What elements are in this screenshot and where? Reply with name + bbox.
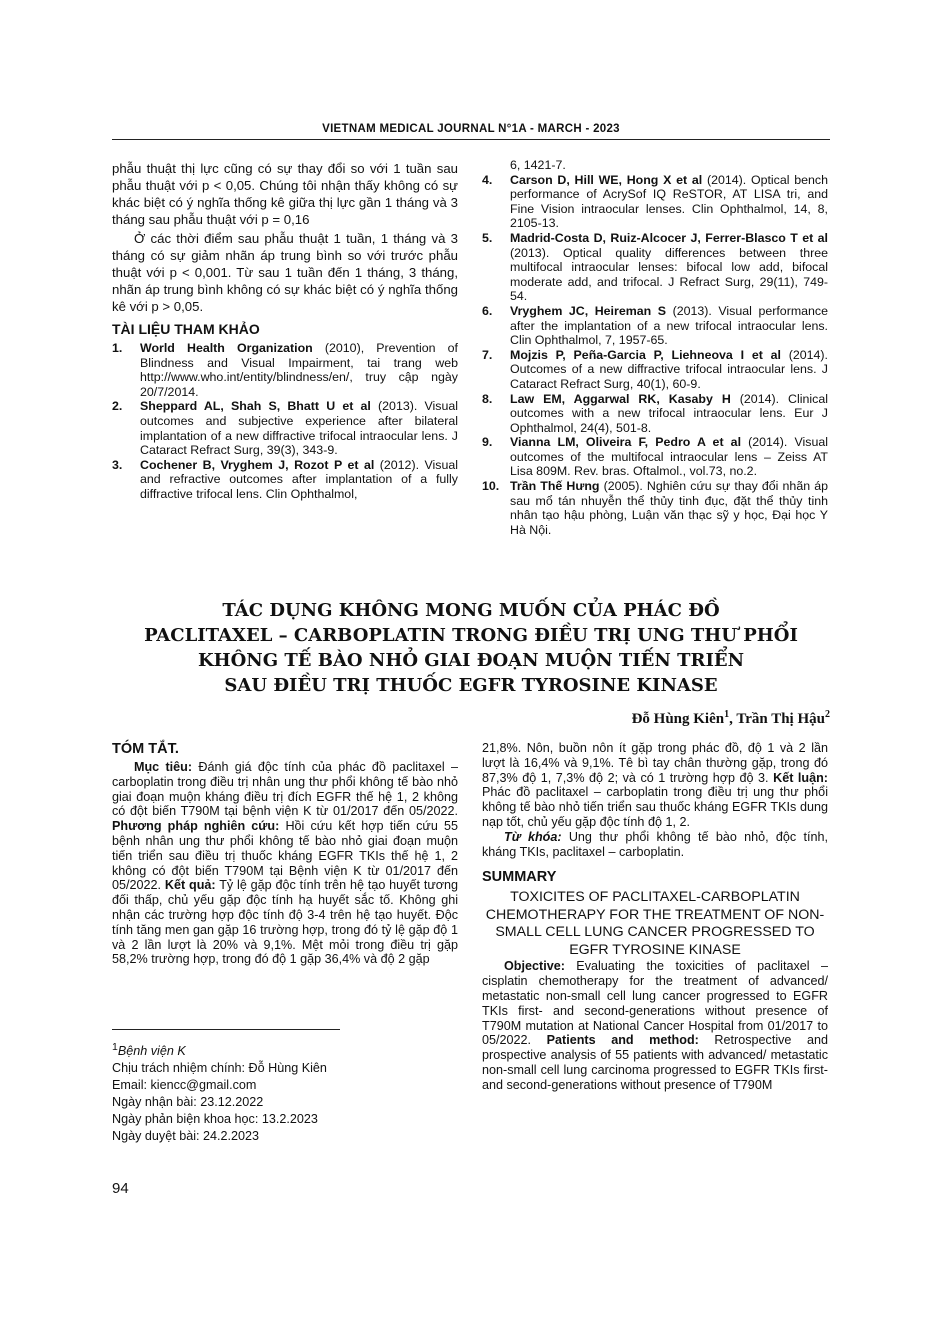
- reference-continuation: 6, 1421-7.: [510, 158, 566, 172]
- method-label: Phương pháp nghiên cứu:: [112, 819, 280, 834]
- title-line: KHÔNG TẾ BÀO NHỎ GIAI ĐOẠN MUỘN TIẾN TRIỂN: [197, 650, 745, 671]
- affiliation: $^1$Bệnh viện K: [112, 1041, 186, 1059]
- reference-details: (2013). Optical quality differences between three multifocal intraocular lenses: bifocal low add, bifocal moderate add, and trifocal. J Refract Surg, 29(11), 749-54.: [510, 245, 828, 304]
- corresponding-author: Chịu trách nhiệm chính: Đỗ Hùng Kiên: [112, 1061, 327, 1076]
- reference-item: [112, 458, 458, 502]
- summary-body: Objective: Evaluating the toxicities of paclitaxel – cisplatin chemotherapy for the treatment of advanced/ metastatic non-small cell lung cancer progressed to EGFR TKIs first- and second-generations without presence of T790M mutation at National Cancer Hospital from 01/2017 to 05/2022. Patients and method: Retrospective and prospective analysis of 55 patients with advanced/ metastatic non-small cell lung carcinoma progressed to EGFR TKIs first- and second-generations without presence of T790M: [482, 959, 829, 1092]
- reference-number: 8.: [482, 391, 493, 406]
- reference-authors: World Health Organization: [140, 341, 313, 355]
- reference-number: 9.: [482, 435, 493, 450]
- reference-authors: Vryghem JC, Heireman S: [510, 303, 667, 318]
- reference-number: 4.: [482, 172, 493, 187]
- article-title: [112, 598, 830, 698]
- left-column-top: [112, 160, 458, 502]
- received-date: Ngày nhận bài: 23.12.2022: [112, 1095, 264, 1110]
- reference-item: [482, 392, 828, 436]
- reference-number: 10.: [482, 479, 500, 494]
- reference-authors: Cochener B, Vryghem J, Rozot P et al: [140, 457, 375, 472]
- references-heading: TÀI LIỆU THAM KHẢO: [112, 321, 260, 337]
- reference-details: (2014). Visual outcomes of the multifocal intraocular lens – Zeiss AT Lisa 809M. Rev. bras. Oftalmol., vol.73, no.2.: [510, 435, 828, 479]
- footnote-rule: [112, 1029, 340, 1030]
- footnotes: [112, 1039, 458, 1145]
- body-paragraph: Ở các thời điểm sau phẫu thuật 1 tuần, 1 tháng và 3 tháng có sự giảm nhãn áp trung bình so với trước phẫu thuật với p < 0,001. Từ sau 1 tuần đến 1 tháng, 3 tháng, nhãn áp trung bình không có sự khác biệt có ý nghĩa thống kê với p > 0,05.: [112, 231, 458, 314]
- author-affiliation-sup: 1: [724, 709, 730, 720]
- references-list-right: [482, 173, 828, 538]
- reference-number: 5.: [482, 230, 493, 245]
- reference-number: 6.: [482, 303, 493, 318]
- abstract-body-continued: 21,8%. Nôn, buồn nôn ít gặp trong phác đồ, độ 1 và 2 lần lượt là 16,4% và 9,1%. Tê bì tay chân thường gặp, trong đó 87,3% độ 1, 7,3% độ 2; và có 1 trường hợp độ 3. Kết luận: Phác đồ paclitaxel – carboplatin trong điều trị ung thư phổi không tế bào nhỏ tiến triển sau thuốc kháng EGFR TKIs dung nạp tốt, chủ yếu gặp độc tính độ 1, 2.: [482, 741, 828, 829]
- references-list-left: [112, 341, 458, 502]
- reference-authors: Carson D, Hill WE, Hong X et al: [510, 172, 703, 187]
- author-name: Trần Thị Hậu: [736, 711, 825, 727]
- reference-item: [482, 173, 828, 231]
- review-date: Ngày phản biện khoa học: 13.2.2023: [112, 1112, 318, 1127]
- reference-details: (2013). Visual outcomes and subjective experience after bilateral implantation of a new diffractive trifocal intraocular lens. J Cataract Refract Surg, 39(3), 343-9.: [140, 399, 458, 458]
- reference-item: [112, 341, 458, 399]
- running-header: VIETNAM MEDICAL JOURNAL N°1A - MARCH - 2023: [322, 123, 620, 135]
- header-rule: [112, 139, 830, 140]
- abstract-body: Mục tiêu: Đánh giá độc tính của phác đồ paclitaxel – carboplatin trong điều trị nhân ung thư phổi không tế bào nhỏ giai đoạn muộn kháng điều trị đích EGFR thế hệ 1, 2 không có đột biến T790M tại bệnh viện K từ 01/2017 đến 05/2022. Phương pháp nghiên cứu: Hồi cứu kết hợp tiến cứu 55 bệnh nhân ung thư phổi không tế bào nhỏ giai đoạn muộn tiến triển sau điều trị thuốc kháng EGFR TKIs thế hệ 1, 2 không có đột biến T790M tại Bệnh viện K từ 01/2017 đến 05/2022. Kết quả: Tỷ lệ gặp độc tính trên hệ tạo huyết tương đối thấp, chủ yếu gặp độc tính hạ huyết sắc tố. Không ghi nhận các trường hợp độc tính độ 3-4 trên hệ tạo huyết. Độc tính tăng men gan gặp 16 trường hợp, trong đó tỷ lệ gặp độ 1 và 2 lần lượt là 20% và 9,1%. Mệt mỏi trong điều trị gặp 58,2% trường hợp, trong đó độ 1 gặp 36,4% và độ 2 gặp: [112, 760, 459, 967]
- reference-details: (2013). Visual performance after the implantation of a new trifocal intraocular lens. Clin Ophthalmol, 7, 1957-65.: [510, 303, 829, 348]
- reference-details: (2005). Nghiên cứu sự thay đổi nhãn áp sau mổ tán nhuyễn thể thủy tinh đục, đặt thể thủy tinh nhân tạo hậu phòng, Luận văn thạc sỹ y học, Đại học Y Hà Nội.: [510, 479, 828, 537]
- reference-number: 1.: [112, 341, 123, 355]
- reference-authors: Trần Thế Hưng: [510, 479, 600, 494]
- keywords: Từ khóa: Ung thư phổi không tế bào nhỏ, độc tính, kháng TKIs, paclitaxel – carboplatin.: [482, 829, 828, 859]
- page-number: 94: [112, 1180, 129, 1197]
- reference-details: (2014). Clinical outcomes with a new trifocal intraocular lens. Eur J Ophthalmol, 24(4), 501-8.: [510, 391, 828, 435]
- summary-objective-label: Objective:: [504, 959, 565, 974]
- author-name: Đỗ Hùng Kiên: [631, 711, 725, 727]
- summary-heading: SUMMARY: [482, 869, 557, 886]
- conclusion-label: Kết luận:: [773, 770, 828, 785]
- objective-label: Mục tiêu:: [134, 760, 193, 774]
- right-column-top: [482, 158, 828, 537]
- abstract-heading: TÓM TẮT.: [112, 741, 179, 757]
- title-line: SAU ĐIỀU TRỊ THUỐC EGFR TYROSINE KINASE: [224, 675, 718, 696]
- reference-item: [482, 231, 828, 304]
- author-separator: ,: [729, 711, 737, 727]
- summary-title: TOXICITES OF PACLITAXEL-CARBOPLATIN CHEMOTHERAPY FOR THE TREATMENT OF NON-SMALL CELL LUNG CANCER PROGRESSED TO EGFR TYROSINE KINASE: [485, 889, 825, 958]
- authors: [440, 709, 830, 728]
- reference-authors: Law EM, Aggarwal RK, Kasaby H: [510, 391, 731, 406]
- abstract-right-column: [482, 741, 828, 1093]
- reference-item: [482, 479, 828, 537]
- reference-number: 7.: [482, 347, 493, 362]
- reference-item: [482, 348, 828, 392]
- email: Email: kiencc@gmail.com: [112, 1078, 257, 1093]
- reference-authors: Sheppard AL, Shah S, Bhatt U et al: [140, 399, 371, 414]
- summary-method-label: Patients and method:: [546, 1033, 699, 1048]
- accepted-date: Ngày duyệt bài: 24.2.2023: [112, 1129, 260, 1144]
- author-affiliation-sup: 2: [825, 709, 830, 720]
- body-paragraph: phẫu thuật thị lực cũng có sự thay đổi so với 1 tuần sau phẫu thuật với p < 0,05. Chúng tôi nhận thấy không có sự khác biệt có ý nghĩa thống kê giữa thị lực gần 1 tháng và 3 tháng sau phẫu thuật với p = 0,16: [112, 161, 458, 227]
- reference-details: (2012). Visual and refractive outcomes after implantation of a fully diffractive trifocal lens. Clin Ophthalmol,: [140, 457, 458, 501]
- reference-number: 3.: [112, 457, 123, 472]
- reference-authors: Madrid-Costa D, Ruiz-Alcocer J, Ferrer-Blasco T et al: [510, 230, 828, 245]
- reference-item: [482, 435, 828, 479]
- reference-details: (2014). Outcomes of a new diffractive trifocal intraocular lens. J Cataract Refract Surg, 40(1), 60-9.: [510, 347, 828, 391]
- abstract-vietnamese: [112, 741, 458, 967]
- reference-details: (2014). Optical bench performance of AcrySof IQ ReSTOR, AT LISA tri, and Fine Vision intraocular lenses. Clin Ophthalmol, 14, 8, 2105-13.: [510, 172, 828, 231]
- title-line: PACLITAXEL – CARBOPLATIN TRONG ĐIỀU TRỊ UNG THƯ PHỔI: [144, 625, 798, 646]
- reference-number: 2.: [112, 399, 123, 414]
- results-label: Kết quả:: [164, 878, 216, 893]
- reference-authors: Mojzis P, Peña-Garcia P, Liehneova I et al: [510, 347, 781, 362]
- title-line: TÁC DỤNG KHÔNG MONG MUỐN CỦA PHÁC ĐỒ: [222, 600, 720, 621]
- reference-item: [112, 399, 458, 457]
- reference-authors: Vianna LM, Oliveira F, Pedro A et al: [510, 435, 742, 450]
- keywords-label: Từ khóa:: [504, 829, 562, 844]
- reference-details: (2010), Prevention of Blindness and Visual Impairment, tai trang web http://www.who.int/entity/blindness/en/, truy cập ngày 20/7/2014.: [140, 341, 458, 399]
- reference-item: [482, 304, 828, 348]
